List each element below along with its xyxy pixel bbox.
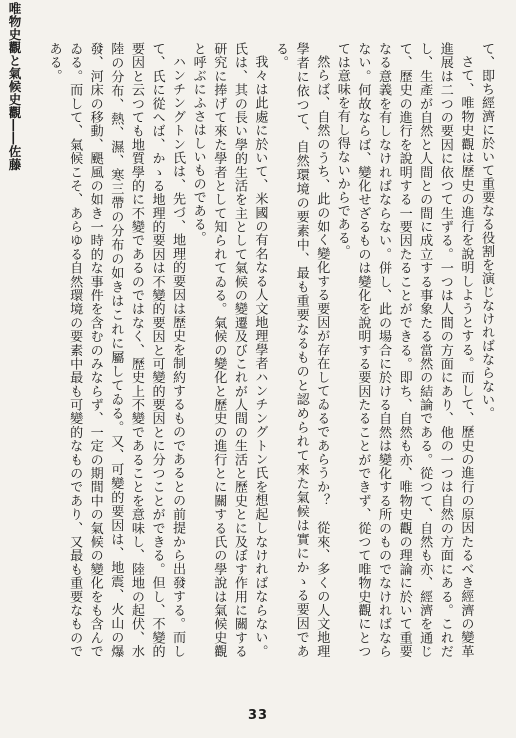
paragraph: ハンチングトン氏は、先づ、地理的要因は歷史を制約するものであるとの前提から出發する。而して、氏に從へば、かゝる地理的要因は不變的要因と可變的要因とに分つことができる。但し、不變的要因と云つても地質學的に不變であるのではなく、歷史上不變であることを意味し、陸地の起伏、水陸の分布、熱、濕、寒三帶の分布の如きはこれに屬してゐる。又、可變的要因は、地震、火山の爆發、河床の移動、颶風の如き一時的な事件を含むのみならず、一定の期間中の氣候の變化をも含んでゐる。而して、氣候こそ、あらゆる自然環境の要素中最も可變的なものであり、又最も重要なものである。 bbox=[46, 42, 186, 658]
paragraph-continuation: て、即ち經濟に於いて重要なる役割を演じなければならない。 bbox=[479, 42, 494, 420]
paragraph: 我々は此處に於いて、米國の有名なる人文地理學者ハンチングトン氏を想起しなければならない。氏は、其の長い學的生活を主として氣候の變遷及びこれが人間の生活と歷史とに及ぼす作用に關する研究に捧げて來た學者として知られてゐる。氣候の變化と歷史の進行とに關する氏の學說は氣候史觀と呼ぶにふさはしいものである。 bbox=[190, 42, 268, 658]
running-head: 唯物史觀と氣候史觀――佐藤 bbox=[7, 2, 22, 171]
paragraph: さて、唯物史觀は歷史の進行を說明しようとする。而して、歷史の進行の原因たるべき經濟の變革進展は二つの要因に依つて生ずる。一つは人間の方面にあり、他の一つは自然の方面にある。これだし、生產が自然と人間との間に成立する事象たる當然の結論である。從つて、自然も亦、經濟を通じて、歷史の進行を說明する一要因たることができる。即ち、自然も亦、唯物史觀の理論に於いて重要なる意義を有しなければならない。併し、此の場合に於ける自然は變化する所のものでなければならない。何故ならば、變化せざるものは變化を說明する要因たることができず、從つて唯物史觀にとつては意味を有し得ないからである。 bbox=[334, 42, 474, 658]
paragraph: 然らば、自然のうち、此の如く變化する要因が存在してゐるであらうか？ 從來、多くの人文地理學者に依つて、自然環境の要素中、最も重要なるものと認められて來た氣候は實にかゝる要因である。 bbox=[273, 42, 330, 658]
page-number: 33 bbox=[247, 708, 269, 723]
body-text bbox=[46, 42, 496, 658]
